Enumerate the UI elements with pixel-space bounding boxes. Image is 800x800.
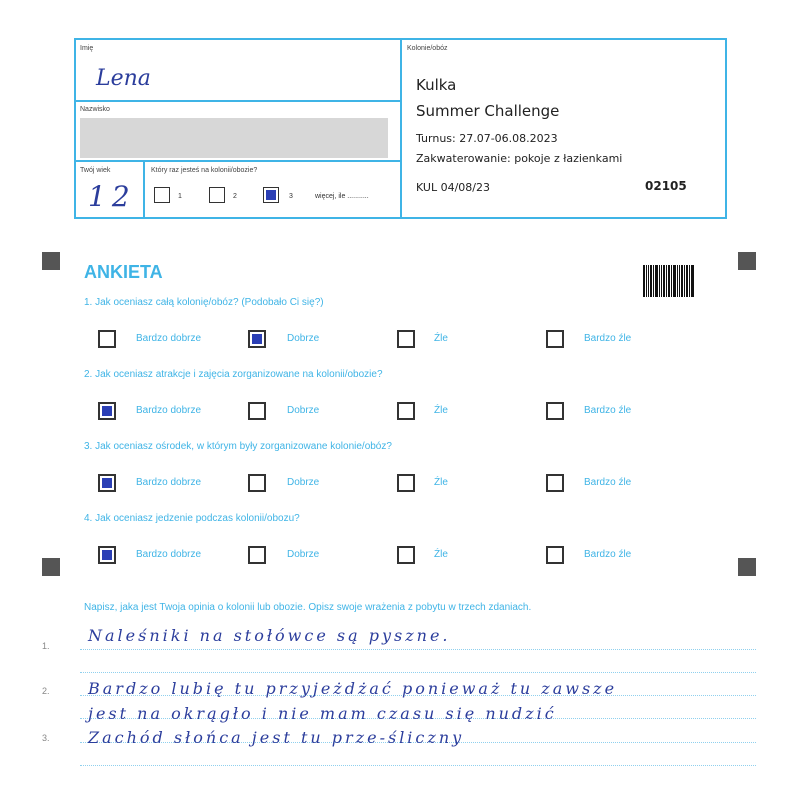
- q1-option-1-checkbox[interactable]: [98, 330, 116, 348]
- q4-option-2-checkbox[interactable]: [248, 546, 266, 564]
- q1-option-3-label: Źle: [434, 333, 448, 344]
- q2-option-3-label: Źle: [434, 405, 448, 416]
- q2-option-2-label: Dobrze: [287, 405, 320, 416]
- q4-option-1-checkbox[interactable]: [98, 546, 116, 564]
- q4-option-1-label: Bardzo dobrze: [136, 549, 202, 560]
- registration-marker-bottom-left: [42, 558, 60, 576]
- times-option-2: 2: [233, 193, 237, 200]
- question-1: 1. Jak oceniasz całą kolonię/obóz? (Podobało Ci się?): [84, 297, 324, 308]
- times-checkbox-3[interactable]: [263, 187, 279, 203]
- q1-option-3-checkbox[interactable]: [397, 330, 415, 348]
- line-number-2: 2.: [42, 686, 50, 696]
- q4-option-4-label: Bardzo źle: [584, 549, 632, 560]
- line-number-3: 3.: [42, 733, 50, 743]
- q2-option-1-checkbox[interactable]: [98, 402, 116, 420]
- age-label: Twój wiek: [80, 167, 111, 174]
- q3-option-3-checkbox[interactable]: [397, 474, 415, 492]
- handwritten-answer-1[interactable]: Naleśniki na stołówce są pyszne.: [88, 626, 451, 645]
- q4-option-3-checkbox[interactable]: [397, 546, 415, 564]
- q2-option-4-checkbox[interactable]: [546, 402, 564, 420]
- question-2: 2. Jak oceniasz atrakcje i zajęcia zorganizowane na kolonii/obozie?: [84, 369, 383, 380]
- q2-option-2-checkbox[interactable]: [248, 402, 266, 420]
- q1-option-1-label: Bardzo dobrze: [136, 333, 202, 344]
- registration-marker-top-right: [738, 252, 756, 270]
- frame-left: [74, 38, 76, 219]
- handwritten-answer-4[interactable]: Zachód słońca jest tu prze-śliczny: [88, 728, 465, 747]
- q3-option-1-checkbox[interactable]: [98, 474, 116, 492]
- q4-option-3-label: Źle: [434, 549, 448, 560]
- q2-option-4-label: Bardzo źle: [584, 405, 632, 416]
- answer-line-1b: [80, 672, 756, 673]
- q3-option-2-label: Dobrze: [287, 477, 320, 488]
- handwritten-answer-3[interactable]: jest na okrągło i nie mam czasu się nudzić: [88, 704, 557, 723]
- surname-redacted: [80, 118, 388, 158]
- times-checkbox-1[interactable]: [154, 187, 170, 203]
- times-option-3: 3: [289, 193, 293, 200]
- q4-option-4-checkbox[interactable]: [546, 546, 564, 564]
- answer-line-1: [80, 649, 756, 650]
- name-label: Imię: [80, 45, 94, 52]
- barcode: [643, 265, 699, 297]
- q1-option-4-label: Bardzo źle: [584, 333, 632, 344]
- q3-option-4-checkbox[interactable]: [546, 474, 564, 492]
- camp-label: Kolonie/obóz: [407, 45, 448, 52]
- opinion-prompt: Napisz, jaka jest Twoja opinia o kolonii lub obozie. Opisz swoje wrażenia z pobytu w trzech zdaniach.: [84, 602, 532, 613]
- q1-option-2-label: Dobrze: [287, 333, 320, 344]
- frame-row1: [74, 100, 402, 102]
- handwritten-answer-2[interactable]: Bardzo lubię tu przyjeżdżać ponieważ tu zawsze: [88, 679, 618, 698]
- camp-code: KUL 04/08/23: [416, 181, 490, 194]
- times-more-label: więcej, ile ...........: [315, 193, 369, 200]
- form-number: 02105: [645, 179, 687, 193]
- question-3: 3. Jak oceniasz ośrodek, w którym były zorganizowane kolonie/obóz?: [84, 441, 392, 452]
- q2-option-1-label: Bardzo dobrze: [136, 405, 202, 416]
- frame-right: [725, 38, 727, 219]
- surname-label: Nazwisko: [80, 106, 110, 113]
- line-number-1: 1.: [42, 641, 50, 651]
- times-option-1: 1: [178, 193, 182, 200]
- answer-line-3b: [80, 765, 756, 766]
- registration-marker-bottom-right: [738, 558, 756, 576]
- q3-option-3-label: Źle: [434, 477, 448, 488]
- frame-row2: [74, 160, 402, 162]
- camp-name-1: Kulka: [416, 76, 457, 94]
- q3-option-4-label: Bardzo źle: [584, 477, 632, 488]
- frame-divider: [400, 38, 402, 219]
- q2-option-3-checkbox[interactable]: [397, 402, 415, 420]
- age-value[interactable]: 12: [88, 180, 136, 213]
- q1-option-2-checkbox[interactable]: [248, 330, 266, 348]
- times-checkbox-2[interactable]: [209, 187, 225, 203]
- q3-option-2-checkbox[interactable]: [248, 474, 266, 492]
- name-value[interactable]: Lena: [96, 66, 151, 91]
- times-label: Który raz jesteś na kolonii/obozie?: [151, 167, 258, 174]
- camp-name-2: Summer Challenge: [416, 102, 560, 120]
- q3-option-1-label: Bardzo dobrze: [136, 477, 202, 488]
- q4-option-2-label: Dobrze: [287, 549, 320, 560]
- turnus: Turnus: 27.07-06.08.2023: [416, 132, 558, 145]
- survey-title: ANKIETA: [84, 262, 163, 282]
- accommodation: Zakwaterowanie: pokoje z łazienkami: [416, 152, 623, 165]
- q1-option-4-checkbox[interactable]: [546, 330, 564, 348]
- frame-age-divider: [143, 160, 145, 219]
- registration-marker-top-left: [42, 252, 60, 270]
- question-4: 4. Jak oceniasz jedzenie podczas kolonii/obozu?: [84, 513, 300, 524]
